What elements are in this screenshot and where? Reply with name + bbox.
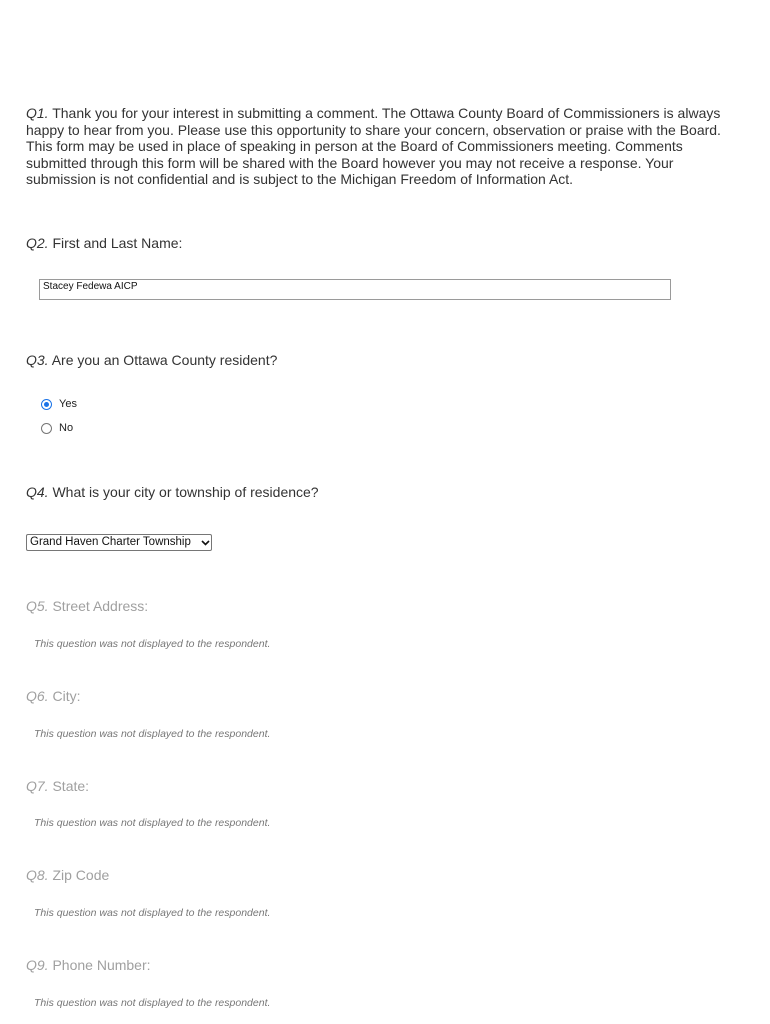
question-text: What is your city or township of residence? <box>52 484 319 500</box>
question-6 <box>26 688 726 705</box>
not-displayed-note: This question was not displayed to the respondent. <box>34 728 271 740</box>
question-text: First and Last Name: <box>52 235 183 251</box>
radio-label: Yes <box>59 398 77 410</box>
residence-select[interactable] <box>26 534 212 551</box>
select-value: Grand Haven Charter Township <box>30 536 191 548</box>
radio-unselected-icon[interactable] <box>41 423 52 434</box>
not-displayed-note: This question was not displayed to the respondent. <box>34 638 271 650</box>
question-1 <box>26 105 726 188</box>
question-number: Q2. <box>26 235 49 251</box>
question-8 <box>26 867 726 884</box>
question-number: Q7. <box>26 778 49 794</box>
question-text: Thank you for your interest in submitting a comment. The Ottawa County Board of Commissioners is always happy to hear from you. Please use this opportunity to share your concern, observation or praise with the Board. This form may be used in place of speaking in person at the Board of Commissioners meeting. Comments submitted through this form will be shared with the Board however you may not receive a response. Your submission is not confidential and is subject to the Michigan Freedom of Information Act. <box>26 105 721 187</box>
question-text: City: <box>52 688 81 704</box>
question-number: Q9. <box>26 957 49 973</box>
radio-selected-icon[interactable] <box>41 399 52 410</box>
question-9 <box>26 957 726 974</box>
question-number: Q8. <box>26 867 49 883</box>
radio-option-no[interactable] <box>41 422 73 434</box>
question-7 <box>26 778 726 795</box>
radio-label: No <box>59 422 74 434</box>
chevron-down-icon <box>199 535 211 550</box>
not-displayed-note: This question was not displayed to the respondent. <box>34 907 271 919</box>
question-text: State: <box>52 778 90 794</box>
question-number: Q4. <box>26 484 49 500</box>
question-text: Phone Number: <box>52 957 151 973</box>
question-3 <box>26 352 726 369</box>
question-2 <box>26 235 726 252</box>
not-displayed-note: This question was not displayed to the respondent. <box>34 817 271 829</box>
question-number: Q1. <box>26 105 49 121</box>
question-5 <box>26 598 726 615</box>
question-text: Zip Code <box>52 867 110 883</box>
question-number: Q6. <box>26 688 49 704</box>
question-number: Q3. <box>26 352 49 368</box>
question-text: Are you an Ottawa County resident? <box>51 352 278 368</box>
question-number: Q5. <box>26 598 49 614</box>
question-4 <box>26 484 726 501</box>
name-input[interactable]: Stacey Fedewa AICP <box>39 279 671 300</box>
radio-option-yes[interactable] <box>41 398 77 410</box>
question-text: Street Address: <box>52 598 149 614</box>
not-displayed-note: This question was not displayed to the respondent. <box>34 997 271 1009</box>
